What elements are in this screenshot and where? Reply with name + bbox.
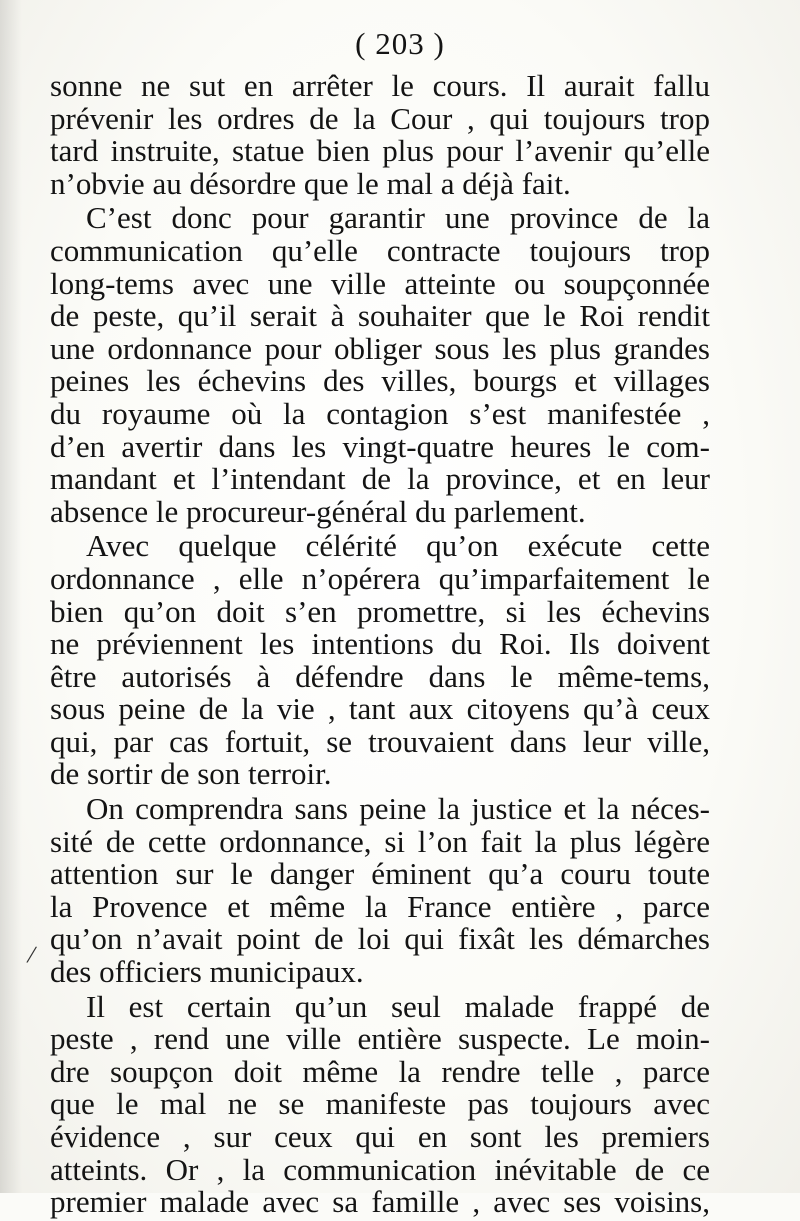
text-line: d’en avertir dans les vingt-quatre heures le com-	[50, 428, 710, 464]
paragraph-1	[50, 70, 710, 200]
paragraph-3	[50, 530, 710, 791]
paragraph-2	[50, 202, 710, 528]
text-line: Avec quelque célérité qu’on exécute cette	[86, 528, 710, 564]
text-line: peste , rend une ville entière suspecte. Le moin-	[50, 1021, 710, 1057]
text-line: premier malade avec sa famille , avec ses voisins,	[50, 1184, 710, 1220]
text-line: tard instruite, statue bien plus pour l’avenir qu’elle	[50, 133, 710, 169]
margin-mark: /	[25, 939, 39, 970]
text-line: n’obvie au désordre que le mal a déjà fait.	[50, 165, 571, 201]
page-number: ( 203 )	[355, 26, 445, 61]
body-text	[50, 70, 710, 1221]
page-edge-shadow	[0, 0, 22, 1193]
text-line: la Provence et même la France entière , parce	[50, 888, 710, 924]
text-line: évidence , sur ceux qui en sont les premiers	[50, 1119, 710, 1154]
text-line: ordonnance , elle n’opérera qu’imparfaitement le	[50, 560, 710, 596]
text-line: prévenir les ordres de la Cour , qui toujours trop	[50, 100, 710, 136]
text-line: C’est donc pour garantir une province de la	[86, 200, 710, 236]
text-line: attention sur le danger éminent qu’a couru toute	[50, 856, 710, 892]
text-line: une ordonnance pour obliger sous les plus grandes	[50, 330, 710, 366]
text-line: qu’on n’avait point de loi qui fixât les démarches	[50, 921, 710, 957]
text-line: du royaume où la contagion s’est manifestée ,	[50, 395, 710, 431]
text-line: dre soupçon doit même la rendre telle , parce	[50, 1053, 710, 1089]
text-line: sonne ne sut en arrêter le cours. Il aurait fallu	[50, 68, 710, 103]
text-line: peines les échevins des villes, bourgs et villages	[50, 363, 710, 399]
text-line: être autorisés à défendre dans le même-tems,	[50, 658, 710, 694]
text-line: Il est certain qu’un seul malade frappé de	[86, 988, 710, 1024]
text-line: qui, par cas fortuit, se trouvaient dans leur ville,	[50, 723, 710, 759]
text-line: sous peine de la vie , tant aux citoyens qu’à ceux	[50, 691, 710, 727]
text-line: ne préviennent les intentions du Roi. Ils doivent	[50, 626, 710, 662]
text-line: communication qu’elle contracte toujours trop	[50, 232, 710, 268]
text-line: mandant et l’intendant de la province, et en leur	[50, 461, 710, 497]
text-line: On comprendra sans peine la justice et la néces-	[86, 791, 710, 827]
paragraph-4	[50, 793, 710, 989]
text-line: sité de cette ordonnance, si l’on fait la plus légère	[50, 823, 710, 859]
text-line: de sortir de son terroir.	[50, 756, 332, 792]
text-line: de peste, qu’il serait à souhaiter que le Roi rendit	[50, 298, 710, 334]
paragraph-5	[50, 988, 710, 1220]
text-line: que le mal ne se manifeste pas toujours avec	[50, 1086, 710, 1122]
text-line: atteints. Or , la communication inévitable de ce	[50, 1151, 710, 1187]
text-line: bien qu’on doit s’en promettre, si les échevins	[50, 593, 710, 629]
text-line: absence le procureur-général du parlement.	[50, 493, 586, 529]
text-line: des officiers municipaux.	[50, 954, 364, 990]
text-line: long-tems avec une ville atteinte ou soupçonnée	[50, 265, 710, 301]
